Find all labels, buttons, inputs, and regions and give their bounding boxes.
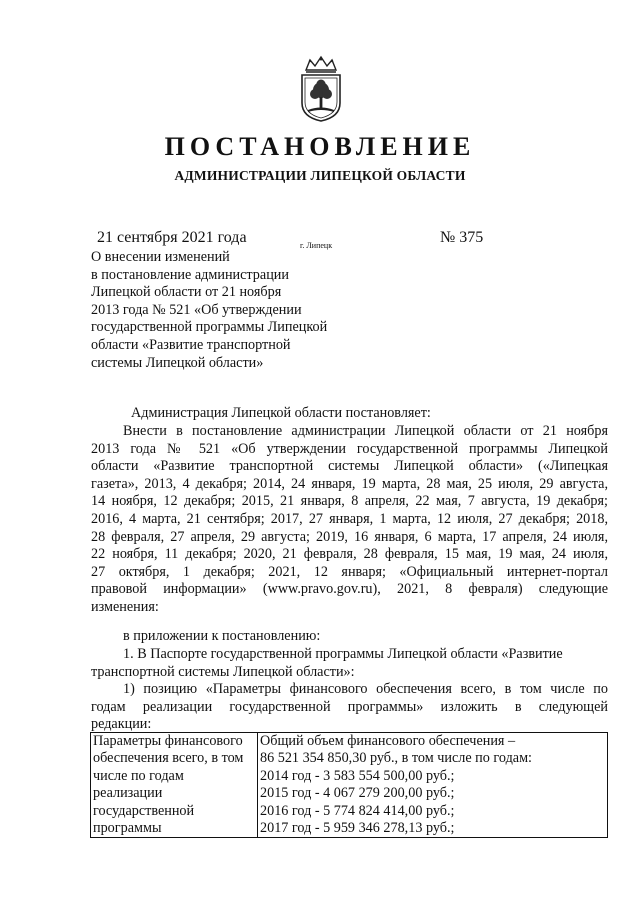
cell-line: государственной (93, 802, 195, 819)
paragraph-line: 27 октября, 1 декабря; 2021, 12 января; «Официальный интернет-портал (91, 563, 608, 580)
financing-table (90, 732, 608, 838)
paragraph-line: газета», 2013, 4 декабря; 2014, 24 января, 19 марта, 28 мая, 25 июля, 29 августа, (91, 475, 608, 492)
item-line: редакции: (91, 716, 152, 733)
cell-line: 2015 год - 4 067 279 200,00 руб.; (260, 785, 455, 802)
cell-line: Параметры финансового (93, 733, 243, 749)
annex-line: в приложении к постановлению: (123, 628, 321, 644)
paragraph-line: 2013 года № 521 «Об утверждении государственной программы Липецкой (91, 440, 608, 457)
cell-line: числе по годам (93, 767, 184, 784)
subject-line: в постановление администрации (91, 266, 289, 283)
table-row (91, 733, 608, 838)
item-1 (91, 646, 608, 681)
cell-line: Общий объем финансового обеспечения – (260, 733, 516, 749)
table-cell-parameter (91, 733, 258, 838)
coat-of-arms-icon (296, 55, 346, 123)
paragraph-line: 14 ноября, 12 декабря; 2015, 21 января, 8 апреля, 22 мая, 7 августа, 19 декабря; (91, 493, 608, 510)
decree-intro (91, 405, 608, 423)
paragraph-line: правовой информации» (www.pravo.gov.ru), 2021, 8 февраля) следующие (91, 581, 608, 598)
amendment-paragraph (91, 423, 608, 617)
cell-line: обеспечения всего, в том (93, 750, 244, 767)
item-line: транспортной системы Липецкой области»: (91, 663, 355, 680)
item-1-subitem-1 (91, 681, 608, 734)
paragraph-line: Внести в постановление администрации Липецкой области от 21 ноября (123, 423, 608, 439)
subject-line: Липецкой области от 21 ноября (91, 284, 282, 301)
subject-line: области «Развитие транспортной (91, 336, 291, 353)
cell-line: реализации (93, 785, 163, 802)
document-subject (91, 249, 327, 372)
document-city: г. Липецк (300, 241, 333, 250)
issuing-authority: АДМИНИСТРАЦИИ ЛИПЕЦКОЙ ОБЛАСТИ (174, 168, 466, 183)
paragraph-line: области «Развитие транспортной системы Липецкой области» («Липецкая (91, 458, 608, 475)
cell-line: программы (93, 820, 162, 837)
document-number: № 375 (440, 229, 484, 246)
paragraph-line: 2016, 4 марта, 21 сентября; 2017, 27 января, 1 марта, 12 июля, 27 декабря; 2018, (91, 510, 608, 527)
cell-line: 86 521 354 850,30 руб., в том числе по годам: (260, 750, 532, 767)
item-line: 1) позицию «Параметры финансового обеспечения всего, в том числе по (123, 681, 608, 697)
document-title: ПОСТАНОВЛЕНИЕ (164, 132, 476, 161)
subject-line: государственной программы Липецкой (91, 319, 328, 336)
document-date: 21 сентября 2021 года (97, 229, 247, 246)
intro-line: Администрация Липецкой области постановляет: (131, 405, 431, 421)
subject-line: 2013 года № 521 «Об утверждении (91, 301, 302, 318)
cell-line: 2014 год - 3 583 554 500,00 руб.; (260, 767, 455, 784)
table-cell-value (258, 733, 608, 838)
paragraph-line: 22 ноября, 11 декабря; 2020, 21 февраля, 28 февраля, 15 мая, 19 мая, 24 июля, (91, 546, 608, 563)
paragraph-line: 28 февраля, 27 апреля, 29 августа; 2019, 16 января, 6 марта, 17 апреля, 24 июля, (91, 528, 608, 545)
subject-line: системы Липецкой области» (91, 354, 264, 371)
cell-line: 2017 год - 5 959 346 278,13 руб.; (260, 820, 455, 837)
item-line: годам реализации государственной программы» изложить в следующей (91, 698, 608, 715)
annex-paragraph (91, 628, 608, 646)
subject-line: О внесении изменений (91, 249, 230, 265)
cell-line: 2016 год - 5 774 824 414,00 руб.; (260, 802, 455, 819)
paragraph-line: изменения: (91, 598, 159, 615)
item-line: 1. В Паспорте государственной программы Липецкой области «Развитие (123, 646, 563, 662)
